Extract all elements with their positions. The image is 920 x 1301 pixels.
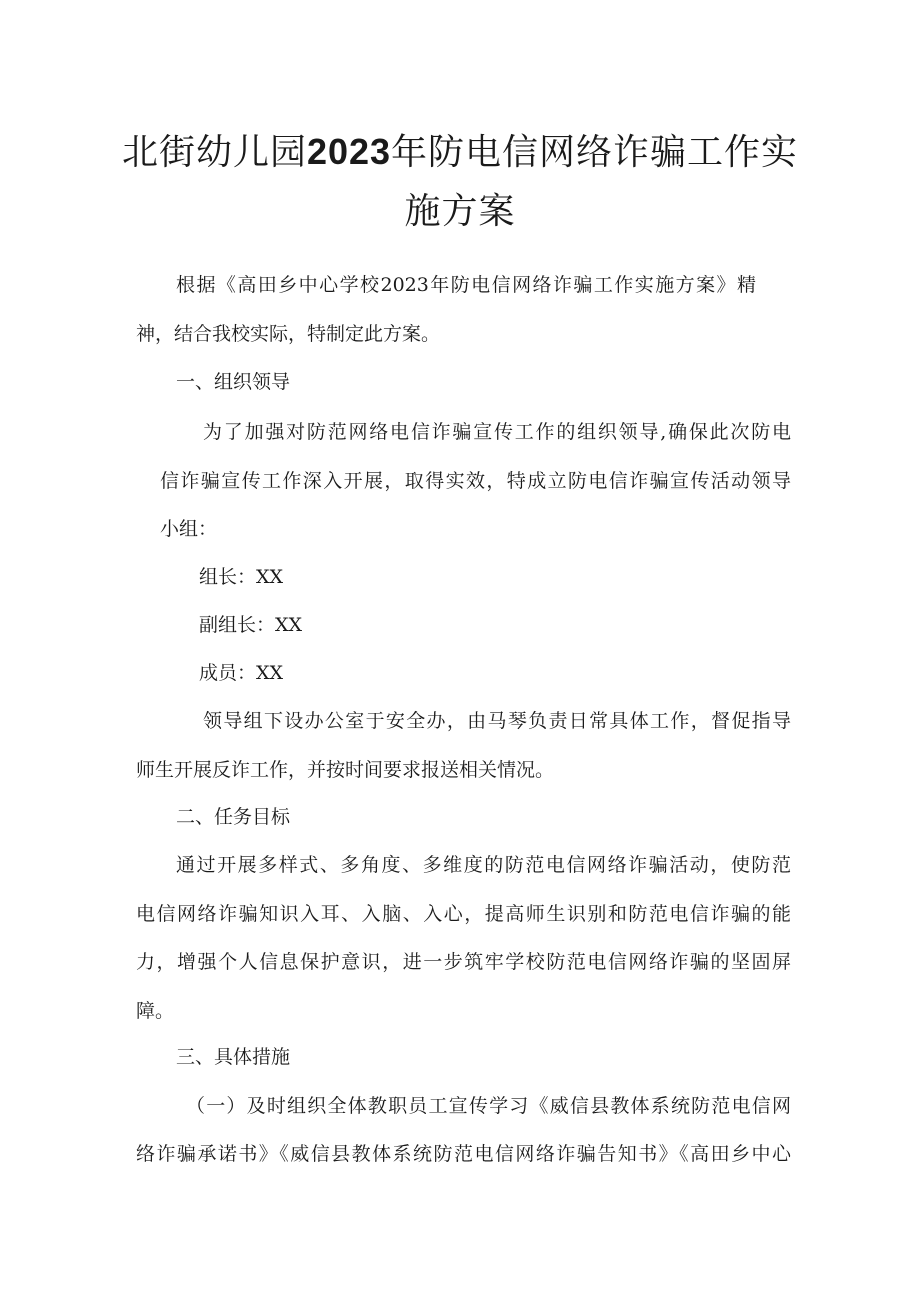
- section2-line-1: 通过开展多样式、多角度、多维度的防范电信网络诈骗活动，使防范: [176, 854, 791, 876]
- section3-heading: 三、具体措施: [176, 1046, 291, 1068]
- section2-line-4: 障。: [136, 1000, 175, 1022]
- title-rest: 年防电信网络诈骗工作实: [391, 132, 799, 173]
- office-line-1: 领导组下设办公室于安全办，由马琴负责日常具体工作，督促指导: [203, 710, 791, 732]
- section2-line-2: 电信网络诈骗知识入耳、入脑、入心，提高师生识别和防范电信诈骗的能: [136, 903, 791, 925]
- document-title-line2: 施方案: [404, 191, 516, 232]
- title-year: 2023: [306, 131, 392, 172]
- section2-line-3: 力，增强个人信息保护意识，进一步筑牢学校防范电信网络诈骗的坚固屏: [136, 951, 791, 973]
- members-line: 成员：XX: [199, 662, 284, 684]
- section2-heading: 二、任务目标: [176, 806, 291, 828]
- section3-item1-line-1: （一）及时组织全体教职员工宣传学习《威信县教体系统防范电信网: [186, 1095, 791, 1117]
- document-title-line1: [120, 121, 800, 184]
- office-line-2: 师生开展反诈工作，并按时间要求报送相关情况。: [136, 759, 555, 781]
- section1-para-line-1: 为了加强对防范网络电信诈骗宣传工作的组织领导,确保此次防电: [203, 421, 791, 443]
- intro-line-1: 根据《高田乡中心学校2023年防电信网络诈骗工作实施方案》精: [176, 274, 756, 296]
- deputy-leader-line: 副组长：XX: [199, 614, 303, 636]
- section1-para-line-3: 小组：: [160, 518, 218, 540]
- leader-line: 组长：XX: [199, 566, 284, 588]
- title-prefix: 北街幼儿园: [121, 132, 307, 173]
- intro-line-2: 神，结合我校实际，特制定此方案。: [136, 323, 441, 345]
- section1-para-line-2: 信诈骗宣传工作深入开展，取得实效，特成立防电信诈骗宣传活动领导: [160, 470, 791, 492]
- section1-heading: 一、组织领导: [176, 371, 291, 393]
- section3-item1-line-2: 络诈骗承诺书》《威信县教体系统防范电信网络诈骗告知书》《高田乡中心: [136, 1143, 791, 1165]
